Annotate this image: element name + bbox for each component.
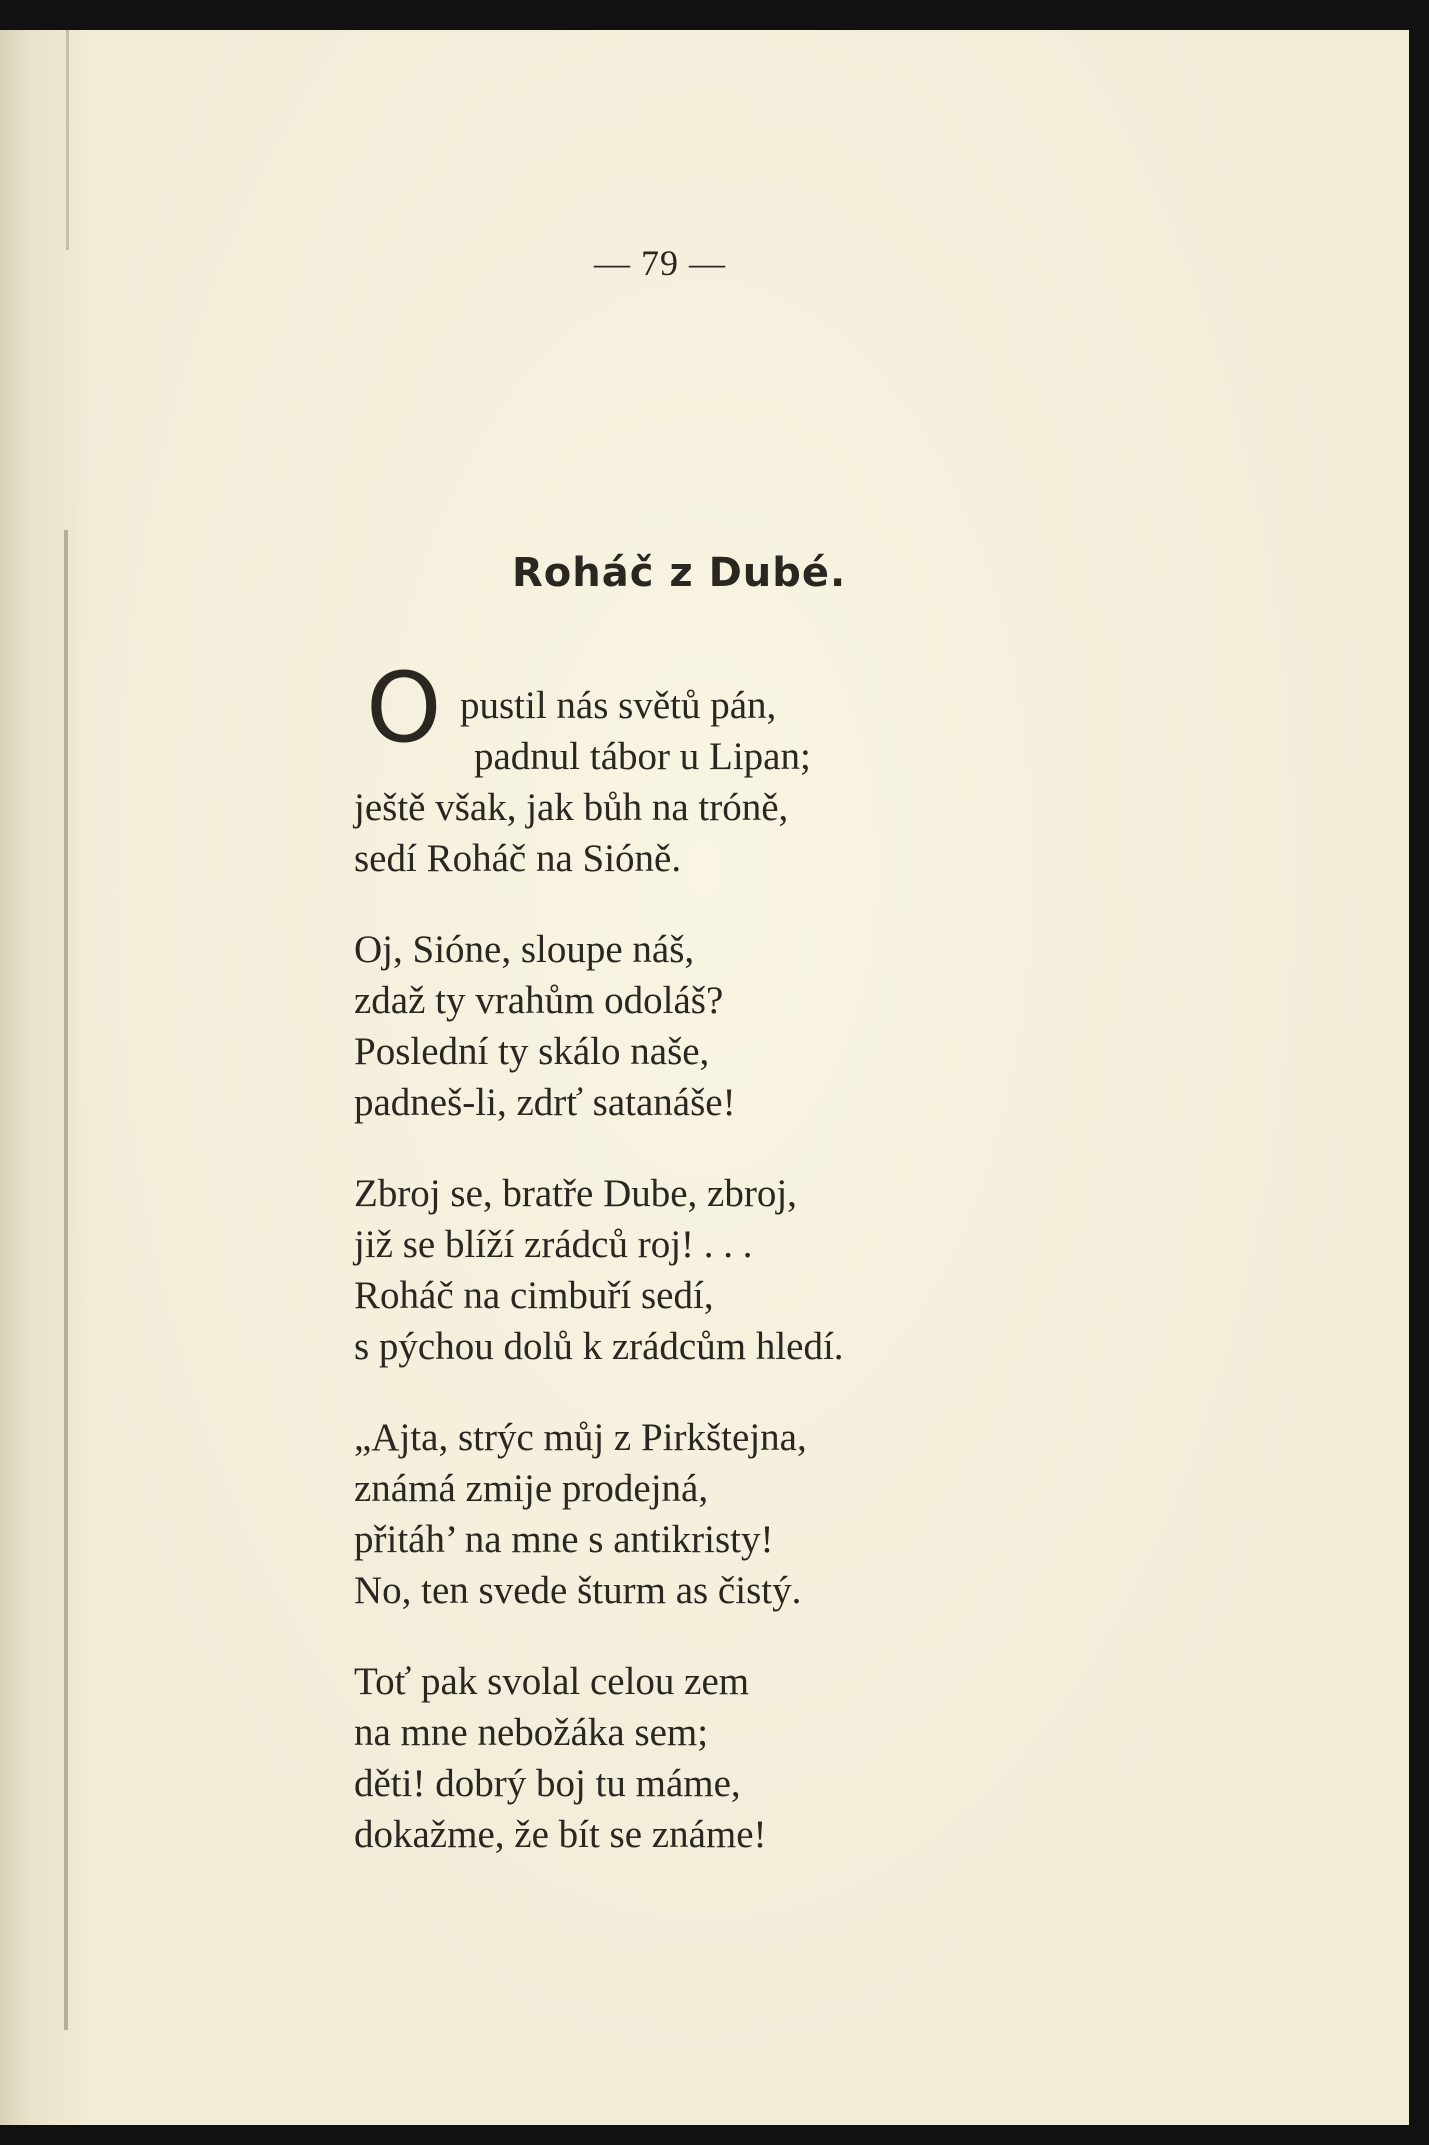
stanza-line: dokažme, že bít se známe!: [354, 1813, 767, 1856]
stanza-line: padneš-li, zdrť satanáše!: [354, 1081, 736, 1124]
stanza-5: [354, 1656, 767, 1860]
stanza-1: [354, 680, 811, 884]
stanza-line: padnul tábor u Lipan;: [474, 735, 811, 778]
stanza-4: [354, 1412, 807, 1616]
stanza-line: No, ten svede šturm as čistý.: [354, 1569, 802, 1612]
stanza-line: pustil nás světů pán,: [460, 684, 777, 727]
stanza-line: ještě však, jak bůh na tróně,: [354, 786, 789, 829]
stanza-line: sedí Roháč na Sióně.: [354, 837, 682, 880]
drop-cap: O: [366, 652, 442, 764]
stanza-line: „Ajta, strýc můj z Pirkštejna,: [354, 1416, 807, 1459]
stanza-line: Toť pak svolal celou zem: [354, 1660, 750, 1703]
poem-title: Roháč z Dubé.: [512, 550, 847, 596]
binding-shadow: [64, 530, 68, 2030]
stanza-line: Zbroj se, bratře Dube, zbroj,: [354, 1172, 797, 1215]
stanza-line: na mne nebožáka sem;: [354, 1711, 709, 1754]
stanza-line: známá zmije prodejná,: [354, 1467, 709, 1510]
stanza-line: přitáh’ na mne s antikristy!: [354, 1518, 774, 1561]
stanza-3: [354, 1168, 844, 1372]
page-number: — 79 —: [594, 243, 726, 283]
stanza-line: Poslední ty skálo naše,: [354, 1030, 710, 1073]
stanza-2: [354, 924, 736, 1128]
stanza-line: Roháč na cimbuří sedí,: [354, 1274, 714, 1317]
stanza-line: děti! dobrý boj tu máme,: [354, 1762, 741, 1805]
book-page: [0, 30, 1409, 2125]
binding-shadow-top: [66, 30, 69, 250]
stanza-line: již se blíží zrádců roj! . . .: [354, 1223, 753, 1266]
stanza-line: s pýchou dolů k zrádcům hledí.: [354, 1325, 844, 1368]
stanza-line: Oj, Sióne, sloupe náš,: [354, 928, 695, 971]
stanza-line: zdaž ty vrahům odoláš?: [354, 979, 724, 1022]
